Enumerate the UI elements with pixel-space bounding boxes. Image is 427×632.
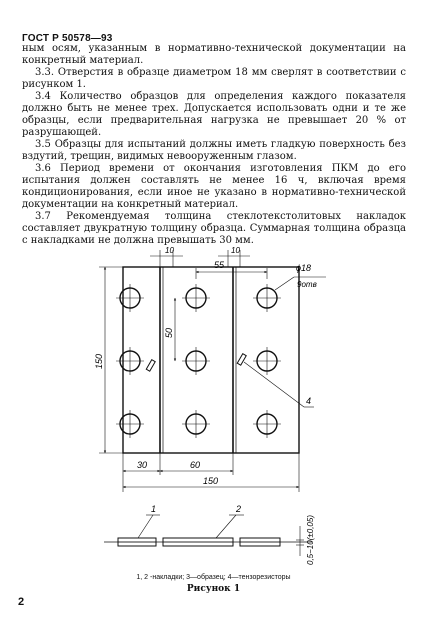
hole	[257, 351, 277, 371]
leader-2	[216, 515, 236, 538]
specimen-plate	[123, 267, 299, 453]
hole	[257, 414, 277, 434]
dim-150-horizontal: 150	[203, 476, 219, 486]
dim-thickness: 0,5−10(±0,05)	[306, 515, 315, 565]
paragraph-3-3: 3.3. Отверстия в образце диаметром 18 мм сверлят в соответствии с рисунком 1.	[22, 67, 406, 90]
paragraph-3-6: 3.6 Период времени от окончания изготовления ПКМ до его испытания должен составлять не менее 16 ч, включая время кондиционирования, если иное не указано в нормативно-технической документации на конкретный материал.	[22, 163, 406, 210]
bottom-dimensions	[123, 453, 299, 492]
dim-10-right: 10	[231, 246, 240, 255]
top-dimensions	[150, 250, 267, 279]
dim-150-vertical: 150	[94, 353, 104, 369]
paragraph-3-4: 3.4 Количество образцов для определения каждого показателя должно быть не менее трех. Допускается использовать одни и те же образцы, если предварительная нагрузка не превышает 20 % от разрушающей.	[22, 91, 406, 138]
hole	[186, 288, 206, 308]
label-2: 2	[236, 504, 242, 514]
label-4: 4	[306, 396, 312, 406]
hole	[186, 351, 206, 371]
page-number: 2	[18, 596, 25, 608]
hole	[120, 414, 140, 434]
hole	[186, 414, 206, 434]
strain-gauge-left	[146, 360, 155, 372]
holes	[116, 284, 281, 438]
figure-caption: Рисунок 1	[186, 584, 241, 594]
hole	[257, 288, 277, 308]
dim-60: 60	[190, 460, 201, 470]
dim-hole-diameter: ϕ18	[296, 263, 312, 273]
paragraph-3-7: 3.7 Рекомендуемая толщина стеклотекстолитовых накладок составляет двукратную толщину образца. Суммарная толщина образца с накладками не должна превышать 30 мм.	[22, 211, 406, 246]
side-view	[104, 526, 312, 556]
hole-count-note: 9отв	[297, 280, 317, 289]
dim-10-left: 10	[165, 246, 174, 255]
label-1: 1	[151, 504, 157, 514]
paragraph-continuation: ным осям, указанным в нормативно-технической документации на конкретный материал.	[22, 43, 406, 66]
hole	[120, 288, 140, 308]
hole-leader	[275, 277, 294, 290]
gauge-leader	[244, 362, 304, 407]
hole	[120, 351, 140, 371]
dim-55: 55	[214, 260, 225, 270]
leader-1	[138, 515, 153, 538]
body-text	[22, 43, 406, 247]
strain-gauge-right	[237, 354, 246, 366]
dim-50: 50	[164, 327, 174, 338]
figure-legend: 1, 2 -накладки; 3—образец; 4—тензорезисторы	[136, 574, 291, 581]
document-code-header: ГОСТ Р 50578—93	[22, 33, 113, 44]
paragraph-3-5: 3.5 Образцы для испытаний должны иметь гладкую поверхность без вздутий, трещин, видимых невооруженным глазом.	[22, 139, 406, 162]
dim-30: 30	[137, 460, 148, 470]
